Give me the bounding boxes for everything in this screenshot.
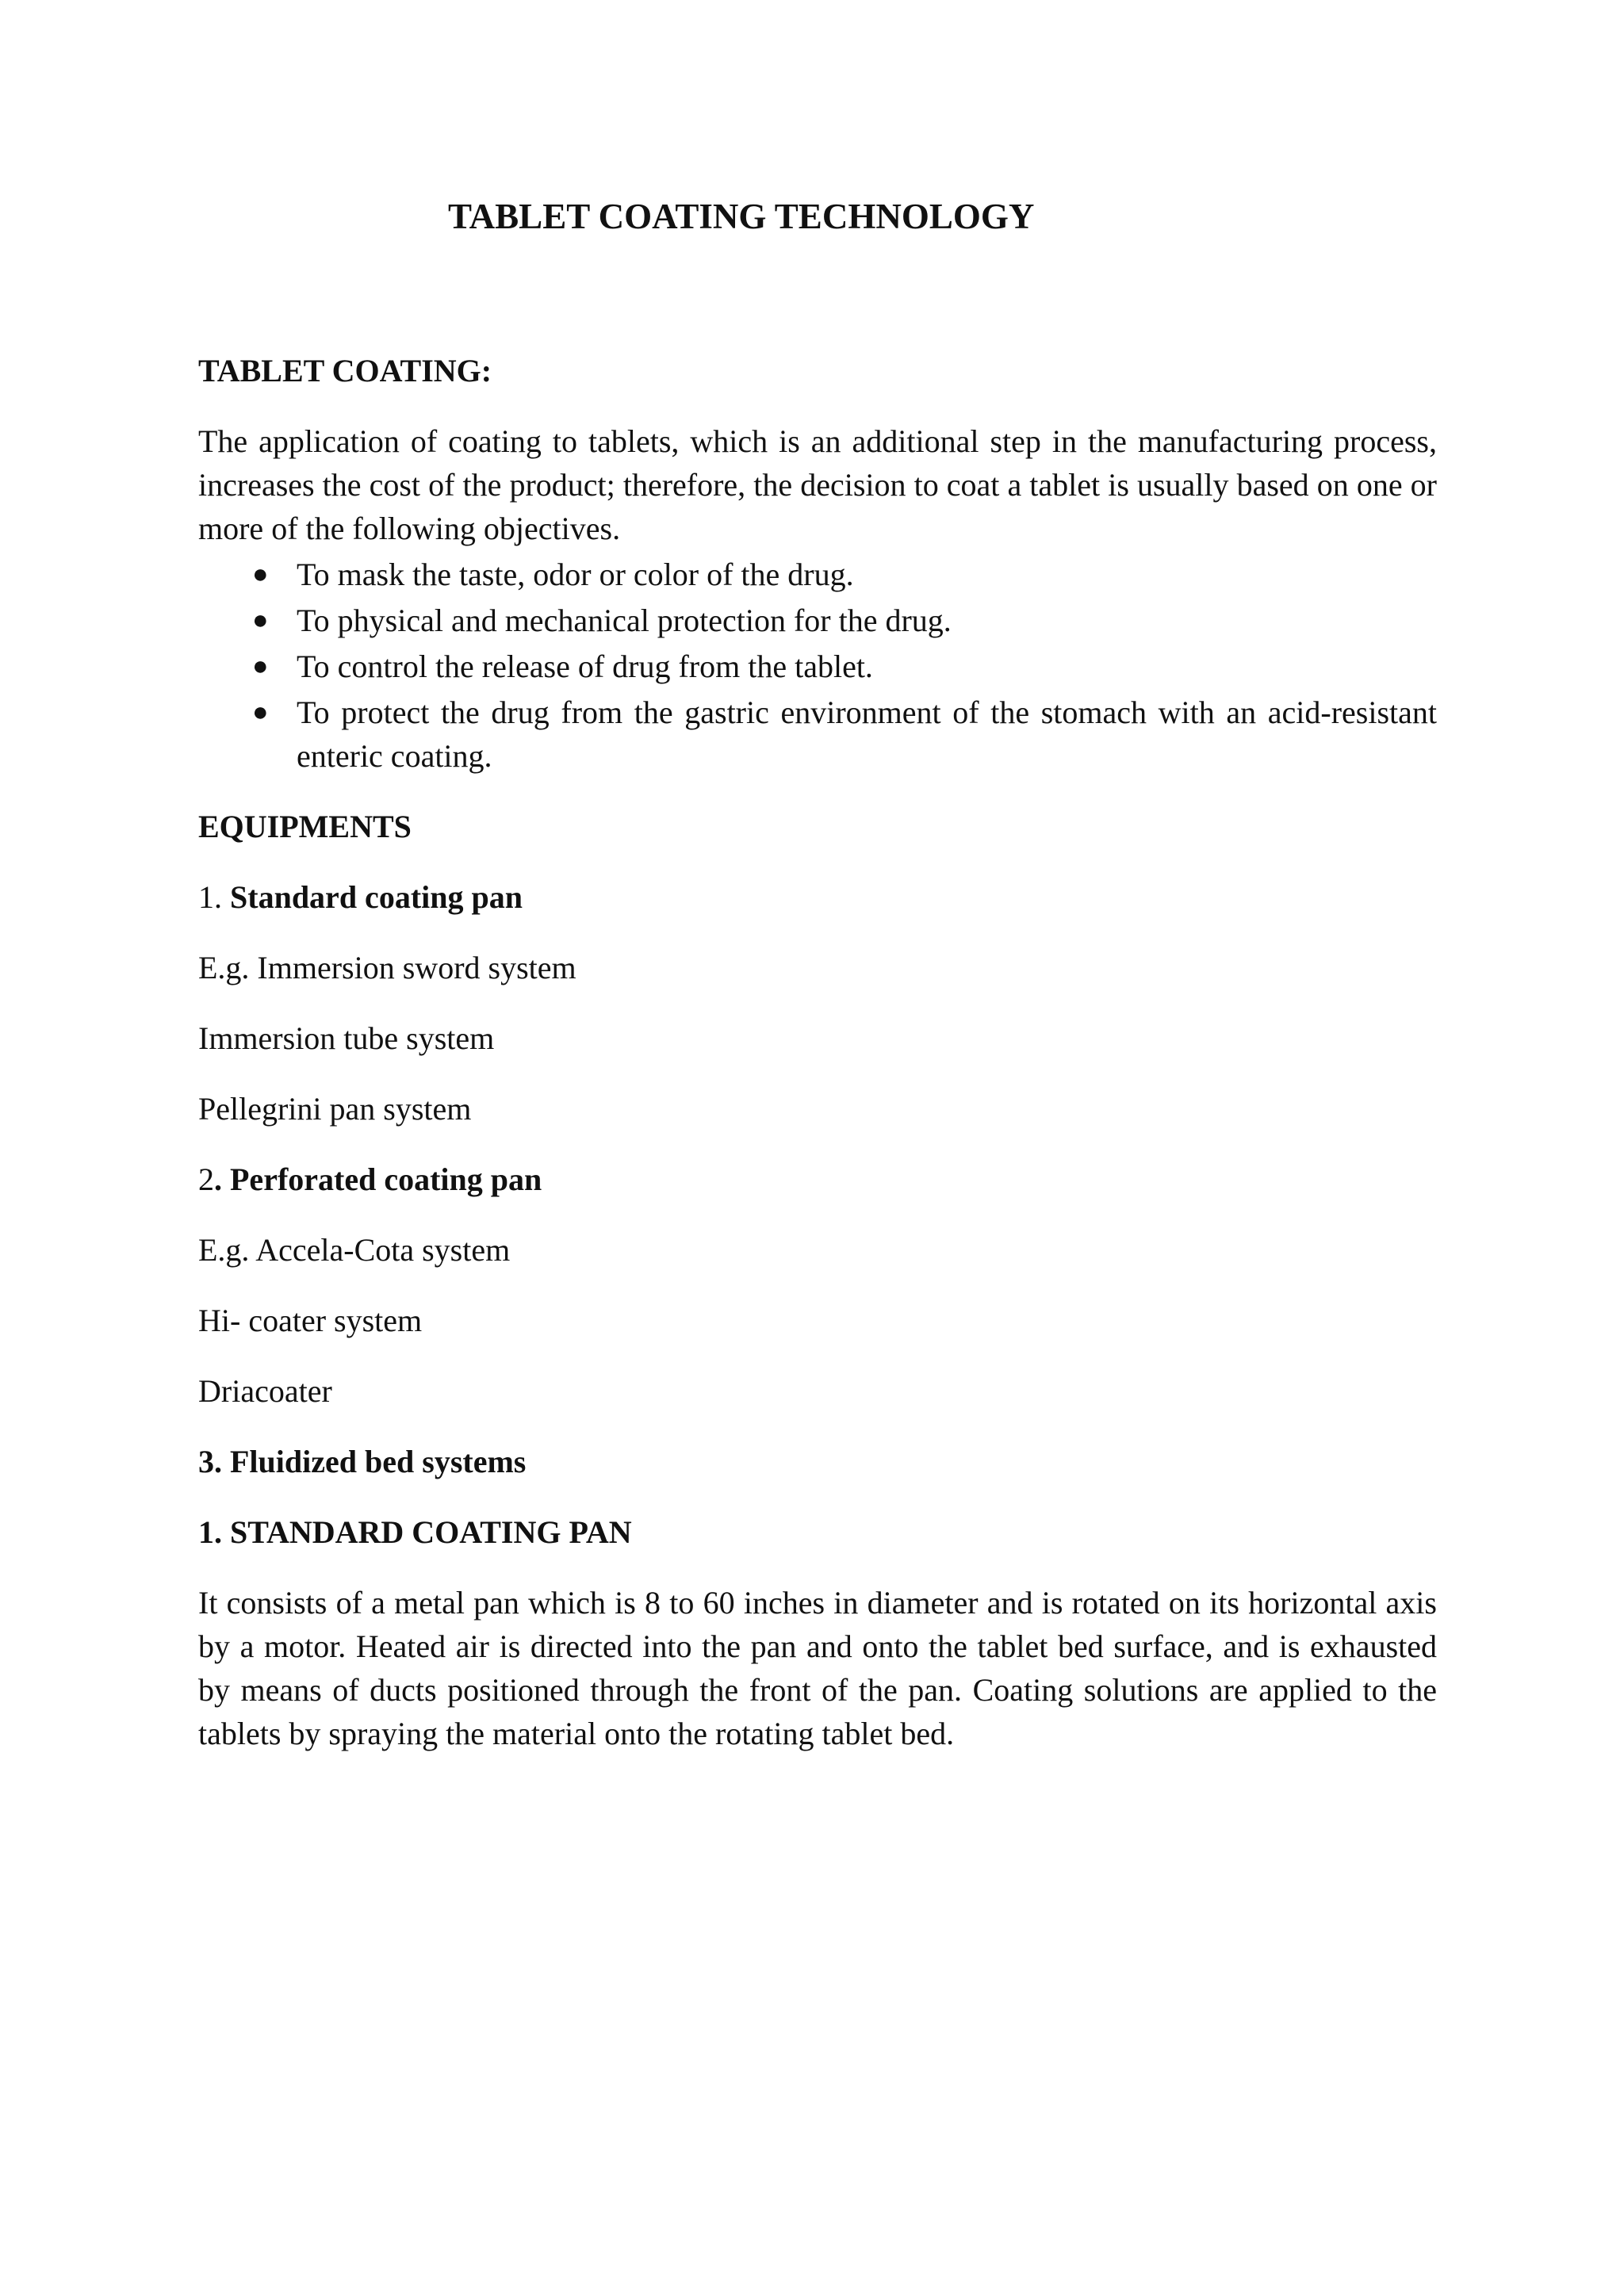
- equipment-number: 1.: [198, 879, 230, 915]
- example-line: E.g. Accela-Cota system: [198, 1232, 511, 1268]
- list-item-text: To control the release of drug from the tablet.: [297, 649, 873, 684]
- bullet-icon: ●: [252, 698, 269, 727]
- standard-pan-paragraph: It consists of a metal pan which is 8 to 60 inches in diameter and is rotated on its horizontal axis by a motor. Heated air is directed into the pan and onto the tablet bed surface, and is exhausted by means of ducts positioned through the front of the pan. Coating solutions are applied to the tablets by spraying the material onto the rotating tablet bed.: [198, 1585, 1437, 1751]
- bullet-icon: ●: [252, 606, 269, 635]
- list-item-text: To physical and mechanical protection for the drug.: [297, 603, 952, 638]
- standard-pan-heading: 1. STANDARD COATING PAN: [198, 1514, 632, 1550]
- list-item-text: To protect the drug from the gastric environment of the stomach with an acid-resistant enteric coating.: [297, 695, 1437, 774]
- list-item: [198, 599, 1437, 642]
- section-heading-tablet-coating: TABLET COATING:: [198, 353, 492, 388]
- example-line: Pellegrini pan system: [198, 1091, 472, 1127]
- list-item: [198, 645, 1437, 688]
- equipment-item-fluidized-bed: 3. Fluidized bed systems: [198, 1444, 527, 1479]
- example-line: Hi- coater system: [198, 1303, 423, 1338]
- equipment-item-perforated-pan: [198, 1158, 1437, 1201]
- document-body: [198, 349, 1437, 1755]
- list-item: [198, 553, 1437, 596]
- bullet-icon: ●: [252, 652, 269, 681]
- equipment-name: Standard coating pan: [230, 879, 523, 915]
- bullet-icon: ●: [252, 560, 269, 589]
- objectives-list: [198, 553, 1437, 778]
- example-line: E.g. Immersion sword system: [198, 950, 576, 985]
- list-item: [198, 691, 1437, 778]
- document-title: TABLET COATING TECHNOLOGY: [448, 197, 1035, 236]
- example-line: Immersion tube system: [198, 1020, 495, 1056]
- equipment-number: 2: [198, 1161, 214, 1197]
- list-item-text: To mask the taste, odor or color of the drug.: [297, 557, 854, 592]
- equipments-heading: EQUIPMENTS: [198, 809, 412, 844]
- intro-paragraph: The application of coating to tablets, which is an additional step in the manufacturing process, increases the cost of the product; therefore, the decision to coat a tablet is usually based on one or more of the following objectives.: [198, 423, 1437, 546]
- example-line: Driacoater: [198, 1373, 332, 1409]
- equipment-name: . Perforated coating pan: [214, 1161, 542, 1197]
- equipment-item-standard-pan: [198, 875, 1437, 919]
